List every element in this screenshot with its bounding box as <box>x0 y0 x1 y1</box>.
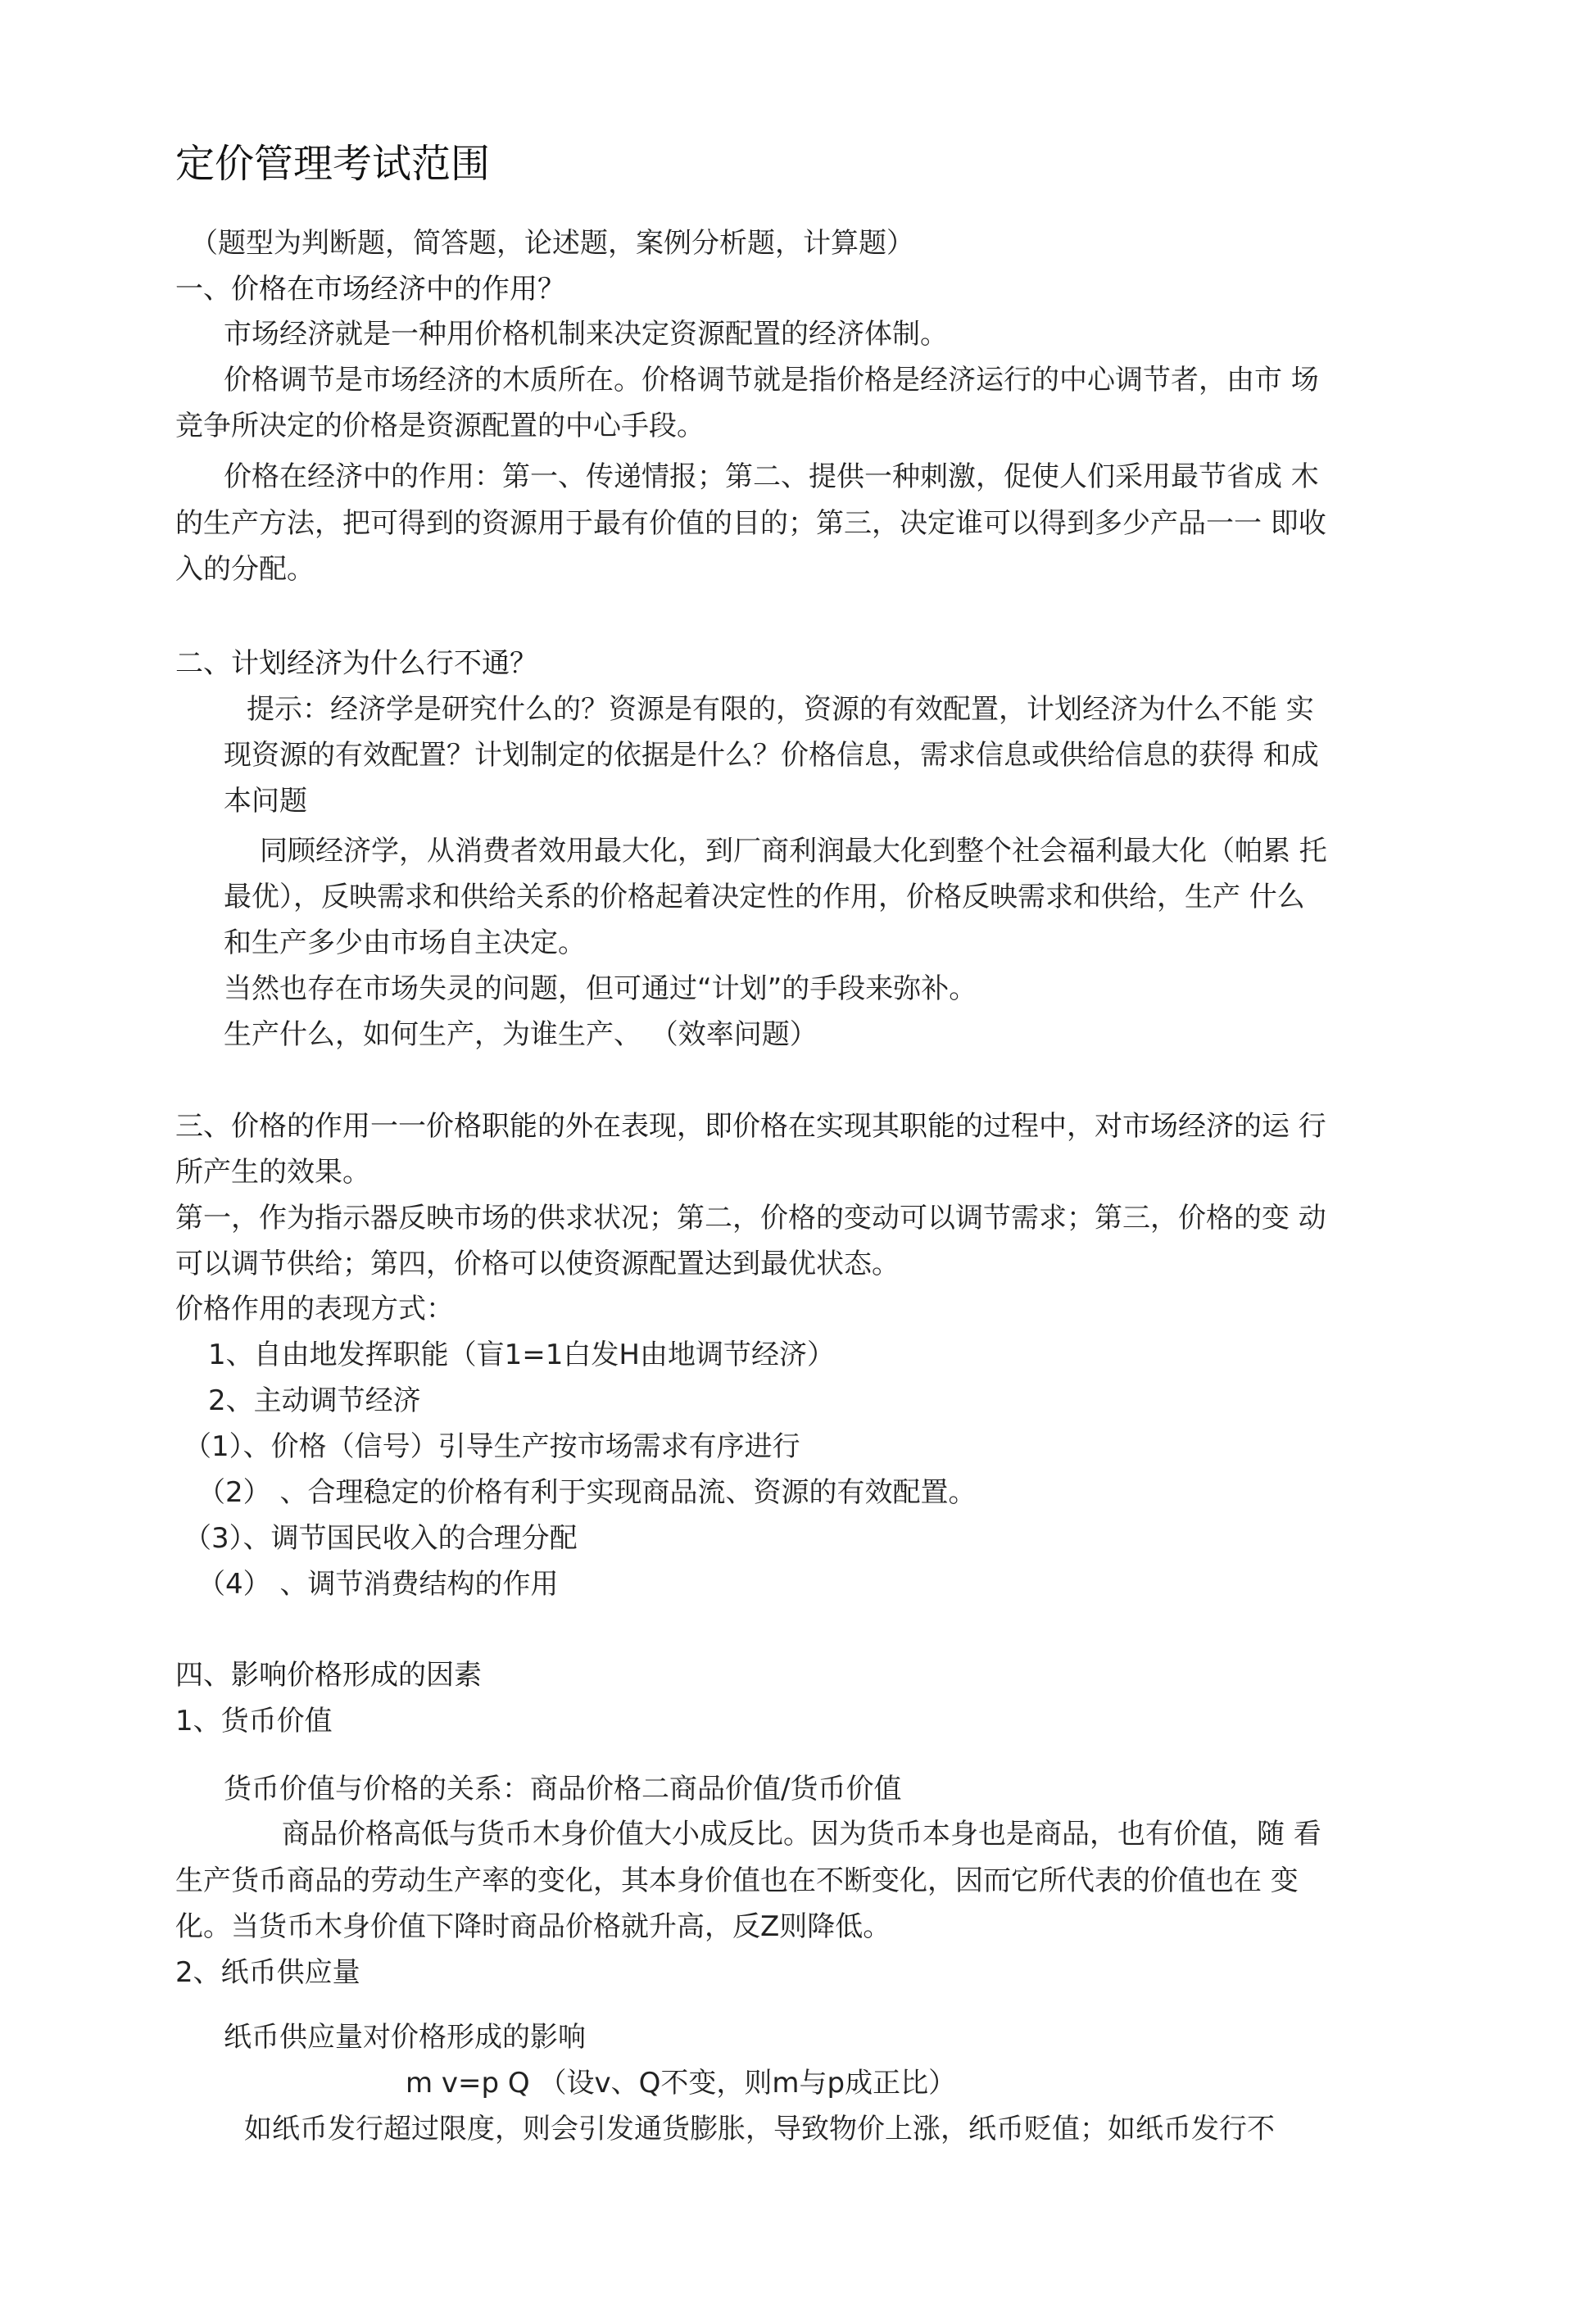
section-2-line: 本问题 <box>224 785 307 818</box>
section-3-line: （4） 、调节消费结构的作用 <box>197 1568 559 1601</box>
section-3-line: （1）、价格（信号）引导生产按市场需求有序进行 <box>184 1430 800 1463</box>
section-4-line: 如纸币发行超过限度，则会引发通货膨胀，导致物价上涨，纸币贬值；如纸币发行不 <box>244 2113 1275 2145</box>
section-4-line: 2、纸币供应量 <box>175 1956 360 1989</box>
section-3-line: 可以调节供给；第四，价格可以使资源配置达到最优状态。 <box>175 1248 900 1280</box>
section-3-line: 第一，作为指示器反映市场的供求状况；第二，价格的变动可以调节需求；第三，价格的变 动 <box>175 1202 1326 1234</box>
section-2-line: 同顾经济学，从消费者效用最大化，到厂商利润最大化到整个社会福利最大化（帕累 托 <box>260 835 1327 868</box>
section-4-line: 生产货币商品的劳动生产率的变化，其本身价值也在不断变化，因而它所代表的价值也在 变 <box>175 1864 1299 1897</box>
section-2-line: 生产什么，如何生产，为谁生产、 （效率问题） <box>224 1018 818 1051</box>
section-4-line: 化。当货币木身价值下降时商品价格就升高，反Z则降低。 <box>175 1910 891 1943</box>
section-1-line: 市场经济就是一种用价格机制来决定资源配置的经济体制。 <box>224 318 948 351</box>
section-1-line: 的生产方法，把可得到的资源用于最有价值的目的；第三，决定谁可以得到多少产品一一 即收 <box>175 507 1326 540</box>
section-2-line: 当然也存在市场失灵的问题，但可通过“计划”的手段来弥补。 <box>224 972 977 1005</box>
section-4-line: 纸币供应量对价格形成的影响 <box>224 2021 586 2054</box>
section-3-line: 价格作用的表现方式： <box>175 1293 454 1325</box>
section-4-formula: m v=p Q （设v、Q不变，则m与p成正比） <box>406 2067 957 2100</box>
section-2-heading: 二、计划经济为什么行不通？ <box>175 647 537 680</box>
section-1-line: 入的分配。 <box>175 553 315 586</box>
document-title: 定价管理考试范围 <box>175 141 491 187</box>
section-3-line: 1、自由地发挥职能（盲1=1白发H由地调节经济） <box>208 1339 835 1371</box>
section-2-line: 最优），反映需求和供给关系的价格起着决定性的作用，价格反映需求和供给，生产 什么 <box>224 881 1305 913</box>
section-3-line: （3）、调节国民收入的合理分配 <box>184 1522 578 1555</box>
section-4-line: 商品价格高低与货币木身价值大小成反比。因为货币本身也是商品，也有价值，随 看 <box>282 1818 1321 1851</box>
section-2-line: 提示：经济学是研究什么的？资源是有限的，资源的有效配置，计划经济为什么不能 实 <box>247 693 1314 726</box>
section-2-line: 现资源的有效配置？计划制定的依据是什么？价格信息，需求信息或供给信息的获得 和成 <box>224 739 1319 772</box>
section-1-line: 价格调节是市场经济的木质所在。价格调节就是指价格是经济运行的中心调节者，由市 场 <box>224 364 1319 396</box>
section-4-line: 货币价值与价格的关系：商品价格二商品价值/货币价值 <box>224 1773 902 1805</box>
section-1-heading: 一、价格在市场经济中的作用？ <box>175 273 565 306</box>
section-1-line: 竞争所决定的价格是资源配置的中心手段。 <box>175 410 705 442</box>
question-types: （题型为判断题，简答题，论述题，案例分析题，计算题） <box>190 227 914 260</box>
section-4-heading: 四、影响价格形成的因素 <box>175 1659 482 1692</box>
section-4-line: 1、货币价值 <box>175 1705 333 1737</box>
section-2-line: 和生产多少由市场自主决定。 <box>224 926 586 959</box>
section-3-line: （2） 、合理稳定的价格有利于实现商品流、资源的有效配置。 <box>197 1476 977 1509</box>
section-3-line: 所产生的效果。 <box>175 1156 370 1189</box>
section-3-heading: 三、价格的作用一一价格职能的外在表现，即价格在实现其职能的过程中，对市场经济的运 行 <box>175 1110 1326 1143</box>
section-1-line: 价格在经济中的作用：第一、传递情报；第二、提供一种刺激，促使人们采用最节省成 木 <box>224 460 1319 493</box>
section-3-line: 2、主动调节经济 <box>208 1384 421 1417</box>
